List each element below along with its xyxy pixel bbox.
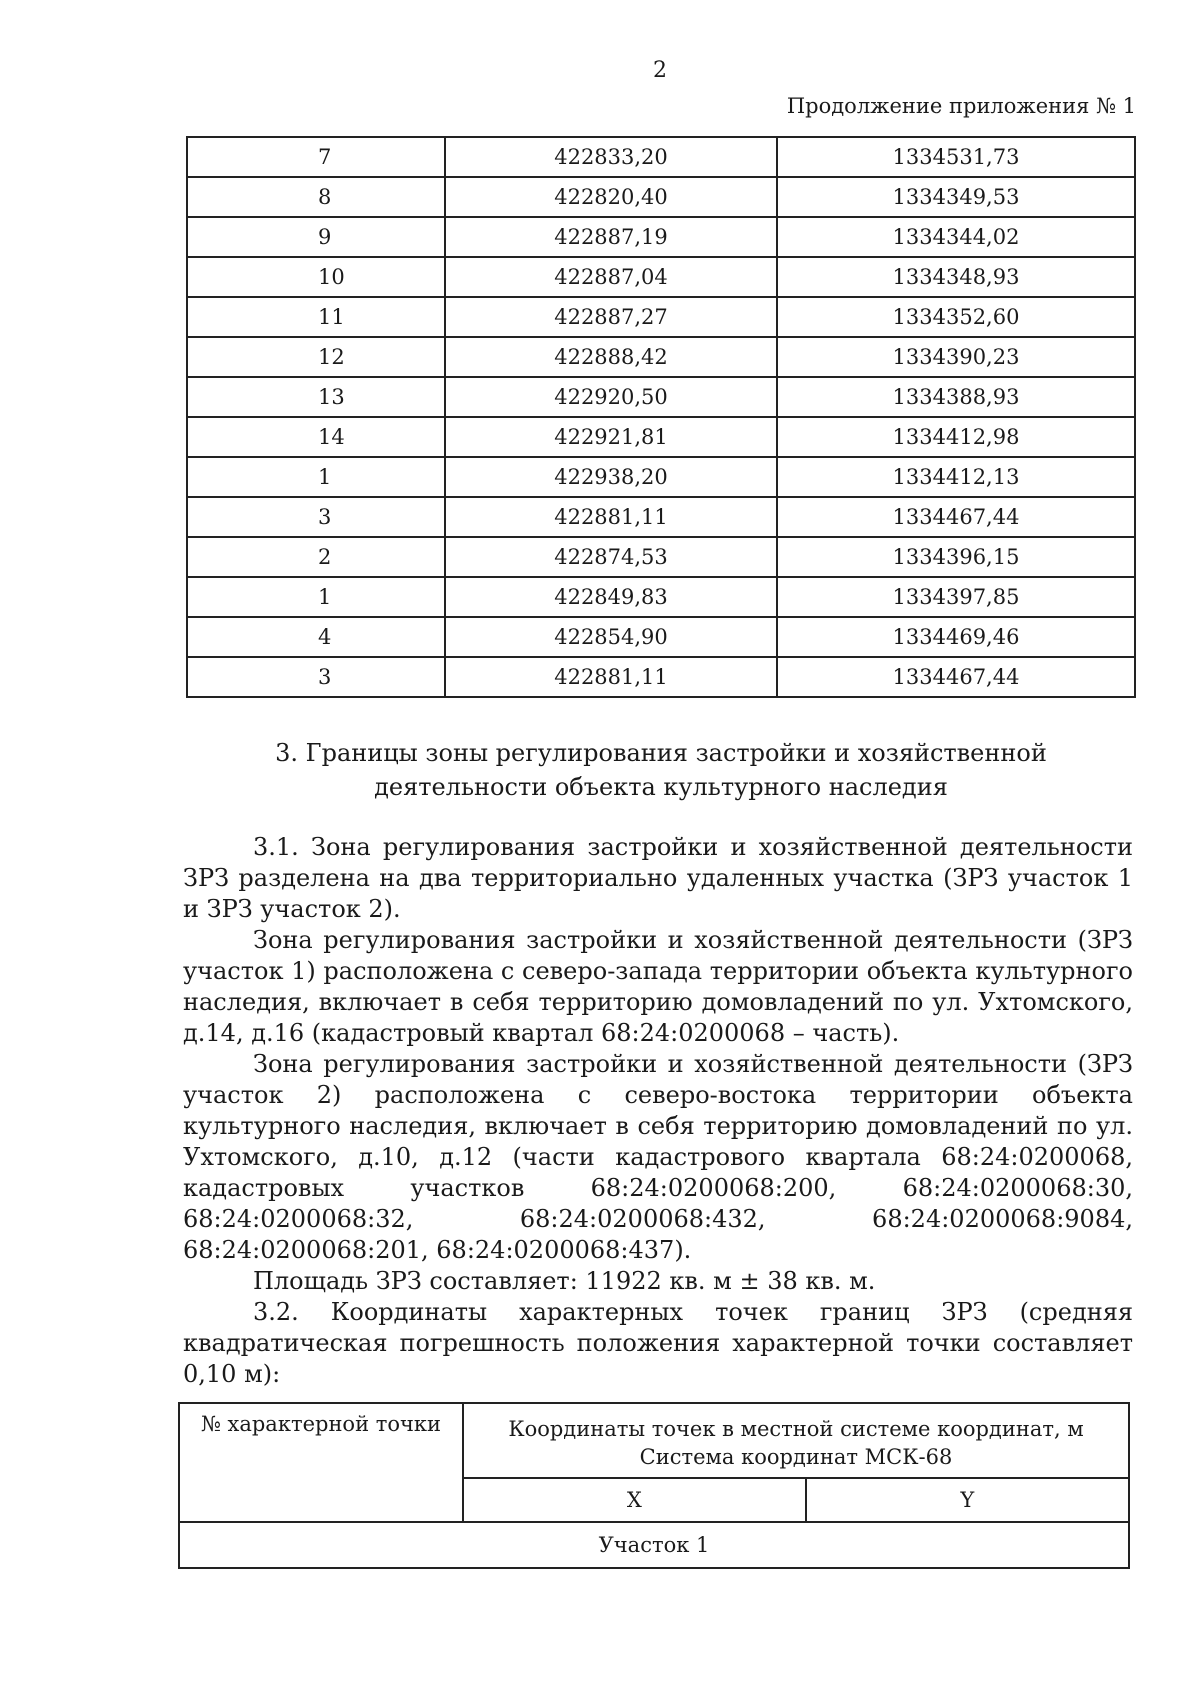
paragraph-3-2: 3.2. Координаты характерных точек границ ЗРЗ (средняя квадратическая погрешность положения характерной точки составляет 0,10 м): — [183, 1298, 1133, 1388]
x-coordinate-cell: 422920,50 — [445, 377, 777, 417]
table-row — [187, 257, 1135, 297]
table-row — [187, 577, 1135, 617]
section-row-plot-1: Участок 1 — [179, 1522, 1129, 1568]
x-coordinate-cell: 422820,40 — [445, 177, 777, 217]
table-row — [187, 497, 1135, 537]
paragraph-area: Площадь ЗРЗ составляет: 11922 кв. м ± 38 кв. м. — [253, 1267, 876, 1295]
section-heading: 3. Границы зоны регулирования застройки и хозяйственной деятельности объекта культурного наследия — [275, 739, 1047, 801]
header-system-line1: Координаты точек в местной системе координат, м — [508, 1417, 1084, 1442]
y-coordinate-cell: 1334344,02 — [777, 217, 1135, 257]
coordinates-table-continued — [186, 136, 1136, 698]
y-coordinate-cell: 1334388,93 — [777, 377, 1135, 417]
y-coordinate-cell: 1334467,44 — [777, 657, 1135, 697]
point-number-cell: 11 — [187, 297, 445, 337]
header-x: X — [463, 1478, 806, 1522]
point-number-cell: 7 — [187, 137, 445, 177]
point-number-cell: 2 — [187, 537, 445, 577]
y-coordinate-cell: 1334396,15 — [777, 537, 1135, 577]
table-row — [187, 297, 1135, 337]
x-coordinate-cell: 422849,83 — [445, 577, 777, 617]
point-number-cell: 13 — [187, 377, 445, 417]
zrz-coordinates-table — [178, 1402, 1130, 1569]
y-coordinate-cell: 1334397,85 — [777, 577, 1135, 617]
y-coordinate-cell: 1334467,44 — [777, 497, 1135, 537]
x-coordinate-cell: 422887,04 — [445, 257, 777, 297]
point-number-cell: 1 — [187, 577, 445, 617]
header-y: Y — [806, 1478, 1129, 1522]
x-coordinate-cell: 422887,19 — [445, 217, 777, 257]
header-coordinate-system — [463, 1403, 1129, 1478]
x-coordinate-cell: 422888,42 — [445, 337, 777, 377]
point-number-cell: 3 — [187, 497, 445, 537]
y-coordinate-cell: 1334469,46 — [777, 617, 1135, 657]
x-coordinate-cell: 422874,53 — [445, 537, 777, 577]
point-number-cell: 12 — [187, 337, 445, 377]
point-number-cell: 4 — [187, 617, 445, 657]
table-row — [187, 177, 1135, 217]
table-row — [187, 377, 1135, 417]
table-row — [187, 617, 1135, 657]
table-row — [187, 457, 1135, 497]
table-row — [187, 337, 1135, 377]
y-coordinate-cell: 1334412,13 — [777, 457, 1135, 497]
y-coordinate-cell: 1334349,53 — [777, 177, 1135, 217]
point-number-cell: 8 — [187, 177, 445, 217]
table-row — [187, 137, 1135, 177]
point-number-cell: 14 — [187, 417, 445, 457]
x-coordinate-cell: 422833,20 — [445, 137, 777, 177]
y-coordinate-cell: 1334352,60 — [777, 297, 1135, 337]
x-coordinate-cell: 422854,90 — [445, 617, 777, 657]
paragraph-zrz-2: Зона регулирования застройки и хозяйственной деятельности (ЗРЗ участок 2) расположена с северо-востока территории объекта культурного наследия, включает в себя территорию домовладений по ул. Ухтомского, д.10, д.12 (части кадастрового квартала 68:24:0200068, кадастровых участков 68:24:0200068:200, 68:24:0200068:30, 68:24:0200068:32, 68:24:0200068:432, 68:24:0200068:9084, 68:24:0200068:201, 68:24:0200068:437). — [183, 1050, 1133, 1264]
paragraph-3-1: 3.1. Зона регулирования застройки и хозяйственной деятельности ЗРЗ разделена на два территориально удаленных участка (ЗРЗ участок 1 и ЗРЗ участок 2). — [183, 833, 1133, 923]
table-row — [187, 217, 1135, 257]
table-row — [187, 657, 1135, 697]
y-coordinate-cell: 1334390,23 — [777, 337, 1135, 377]
appendix-continuation-label: Продолжение приложения № 1 — [786, 94, 1136, 118]
x-coordinate-cell: 422887,27 — [445, 297, 777, 337]
header-system-line2: Система координат МСК-68 — [639, 1445, 953, 1470]
y-coordinate-cell: 1334531,73 — [777, 137, 1135, 177]
y-coordinate-cell: 1334348,93 — [777, 257, 1135, 297]
point-number-cell: 1 — [187, 457, 445, 497]
section-body — [183, 832, 1133, 1390]
x-coordinate-cell: 422881,11 — [445, 497, 777, 537]
x-coordinate-cell: 422938,20 — [445, 457, 777, 497]
header-point-number: № характерной точки — [179, 1403, 463, 1522]
x-coordinate-cell: 422921,81 — [445, 417, 777, 457]
paragraph-zrz-1: Зона регулирования застройки и хозяйственной деятельности (ЗРЗ участок 1) расположена с северо-запада территории объекта культурного наследия, включает в себя территорию домовладений по ул. Ухтомского, д.14, д.16 (кадастровый квартал 68:24:0200068 – часть). — [183, 926, 1133, 1047]
point-number-cell: 3 — [187, 657, 445, 697]
table-row — [187, 417, 1135, 457]
y-coordinate-cell: 1334412,98 — [777, 417, 1135, 457]
x-coordinate-cell: 422881,11 — [445, 657, 777, 697]
table-row — [187, 537, 1135, 577]
point-number-cell: 10 — [187, 257, 445, 297]
point-number-cell: 9 — [187, 217, 445, 257]
page-number: 2 — [653, 58, 667, 83]
